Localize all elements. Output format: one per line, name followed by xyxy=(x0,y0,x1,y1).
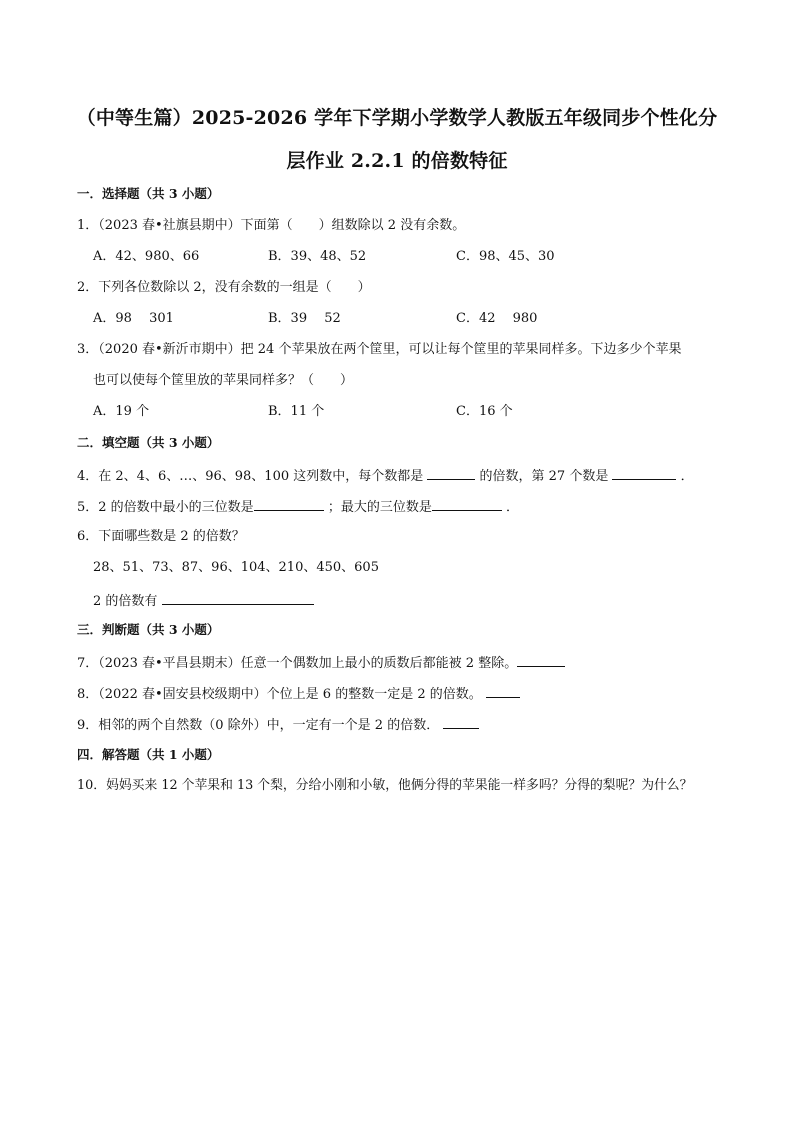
question-9 xyxy=(77,716,479,734)
question-3-option-c: C．16 个 xyxy=(456,404,513,419)
question-6-stem: 6．下面哪些数是 2 的倍数？ xyxy=(77,529,245,544)
answer-blank[interactable] xyxy=(162,592,314,605)
question-9-stem: 9．相邻的两个自然数（0 除外）中，一定有一个是 2 的倍数． xyxy=(77,718,440,733)
question-2-option-b: B．39 52 xyxy=(268,311,341,326)
answer-blank[interactable] xyxy=(432,498,502,511)
answer-blank[interactable] xyxy=(517,654,565,667)
question-5-text-2: ；最大的三位数是 xyxy=(327,500,432,515)
page-title-line-1: （中等生篇）2025-2026 学年下学期小学数学人教版五年级同步个性化分 xyxy=(76,107,718,129)
question-4-text-2: 的倍数，第 27 个数是 xyxy=(479,469,609,484)
answer-blank[interactable] xyxy=(254,498,324,511)
question-3-option-a: A．19 个 xyxy=(93,404,150,419)
question-7-stem: 7．（2023 春•平昌县期末）任意一个偶数加上最小的质数后都能被 2 整除。 xyxy=(77,656,518,671)
question-3-option-b: B．11 个 xyxy=(268,404,325,419)
question-8 xyxy=(77,685,520,703)
answer-blank[interactable] xyxy=(443,716,479,729)
question-5 xyxy=(77,498,519,516)
question-1-stem: 1．（2023 春•社旗县期中）下面第（ ）组数除以 2 没有余数。 xyxy=(77,218,466,233)
question-4-text-3: ． xyxy=(680,469,694,484)
section-heading-solve: 四．解答题（共 1 小题） xyxy=(77,747,220,762)
section-heading-choice: 一．选择题（共 3 小题） xyxy=(77,186,220,201)
question-8-stem: 8．（2022 春•固安县校级期中）个位上是 6 的整数一定是 2 的倍数。 xyxy=(77,687,482,702)
section-heading-fill: 二．填空题（共 3 小题） xyxy=(77,435,220,450)
question-3-stem-line-1: 3．（2020 春•新沂市期中）把 24 个苹果放在两个筐里，可以让每个筐里的苹果同样多。下边多少个苹果 xyxy=(77,342,682,357)
question-2-option-c: C．42 980 xyxy=(456,311,538,326)
question-4-text-1: 4．在 2、4、6、…、96、98、100 这列数中，每个数都是 xyxy=(77,469,424,484)
question-5-text-1: 5．2 的倍数中最小的三位数是 xyxy=(77,500,254,515)
question-6-answer-label: 2 的倍数有 xyxy=(93,594,158,609)
question-4 xyxy=(77,467,694,485)
question-6-answer xyxy=(93,592,314,610)
question-7 xyxy=(77,654,565,672)
question-3-stem-line-2: 也可以使每个筐里放的苹果同样多？（ ） xyxy=(93,373,354,388)
question-5-text-3: ． xyxy=(505,500,519,515)
question-1-option-c: C．98、45、30 xyxy=(456,249,555,264)
answer-blank[interactable] xyxy=(612,467,676,480)
question-6-numbers: 28、51、73、87、96、104、210、450、605 xyxy=(93,560,379,575)
section-heading-judge: 三．判断题（共 3 小题） xyxy=(77,622,220,637)
question-1-option-b: B．39、48、52 xyxy=(268,249,367,264)
question-2-stem: 2．下列各位数除以 2，没有余数的一组是（ ） xyxy=(77,280,371,295)
answer-blank[interactable] xyxy=(486,685,520,698)
page-title-line-2: 层作业 2.2.1 的倍数特征 xyxy=(286,150,508,172)
answer-blank[interactable] xyxy=(427,467,475,480)
question-1-option-a: A．42、980、66 xyxy=(93,249,200,264)
question-10-stem: 10．妈妈买来 12 个苹果和 13 个梨，分给小刚和小敏，他俩分得的苹果能一样多吗？分得的梨呢？为什么？ xyxy=(77,778,693,793)
question-2-option-a: A．98 301 xyxy=(93,311,174,326)
